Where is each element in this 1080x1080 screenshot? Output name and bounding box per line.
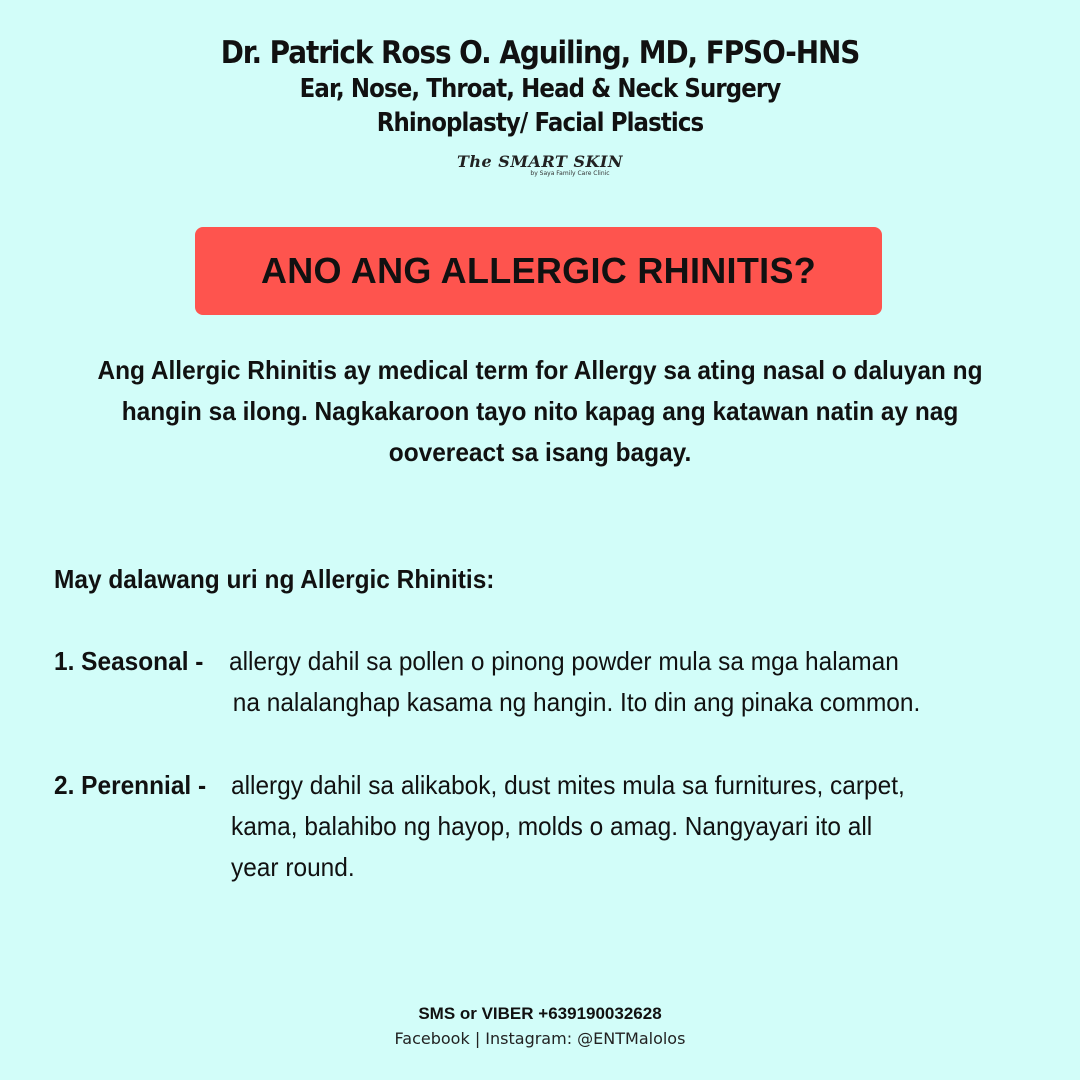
list-item-description	[229, 641, 1014, 723]
description-line: allergy dahil sa alikabok, dust mites mula sa furnitures, carpet,	[231, 770, 905, 800]
description-line: allergy dahil sa pollen o pinong powder mula sa mga halaman	[229, 646, 899, 676]
footer	[0, 1002, 1080, 1052]
page-title: ANO ANG ALLERGIC RHINITIS?	[260, 250, 817, 291]
doctor-name: Dr. Patrick Ross O. Aguiling, MD, FPSO-HNS	[220, 35, 860, 71]
list-item-label: 2. Perennial -	[54, 770, 207, 800]
types-heading: May dalawang uri ng Allergic Rhinitis:	[54, 564, 495, 594]
title-banner	[195, 227, 882, 315]
description-line: na nalalanghap kasama ng hangin. Ito din ang pinaka common.	[232, 687, 921, 717]
list-item-description	[231, 765, 978, 888]
specialty-line-2: Rhinoplasty/ Facial Plastics	[376, 108, 704, 138]
specialty-line-1: Ear, Nose, Throat, Head & Neck Surgery	[299, 74, 781, 104]
logo-main-text: The SMART SKIN	[456, 152, 624, 171]
header	[0, 34, 1080, 177]
description-line: kama, balahibo ng hayop, molds o amag. Nangyayari ito all	[231, 811, 873, 841]
intro-paragraph: Ang Allergic Rhinitis ay medical term for Allergy sa ating nasal o daluyan ng hangin sa ilong. Nagkakaroon tayo nito kapag ang katawan natin ay nag oovereact sa isang bagay.	[97, 355, 983, 467]
social-handles: Facebook | Instagram: @ENTMalolos	[394, 1029, 686, 1048]
logo-sub-text: by Saya Family Care Clinic	[530, 170, 610, 177]
description-line: year round.	[231, 852, 355, 882]
contact-number: SMS or VIBER +639190032628	[418, 1004, 662, 1023]
clinic-logo	[0, 154, 1080, 177]
list-item-label: 1. Seasonal -	[54, 646, 204, 676]
